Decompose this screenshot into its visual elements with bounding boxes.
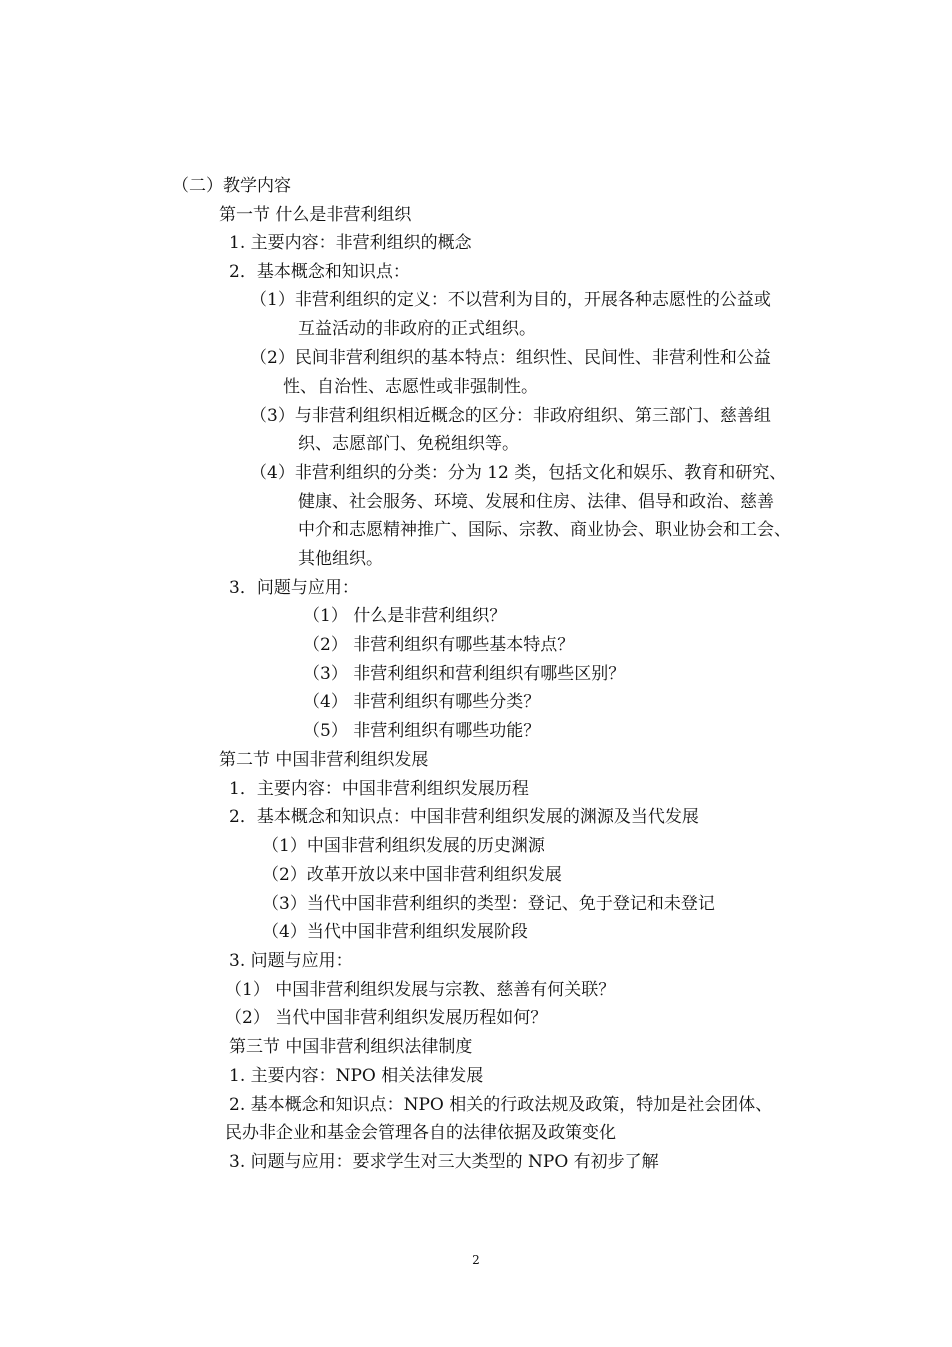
section2-concept-4: （4）当代中国非营利组织发展阶段 <box>262 922 528 942</box>
section2-question-1: （1） 中国非营利组织发展与宗教、慈善有何关联？ <box>225 980 616 1000</box>
section2-main-content: 1．主要内容：中国非营利组织发展历程 <box>229 779 529 799</box>
section1-concept-2-line1: （2）民间非营利组织的基本特点：组织性、民间性、非营利性和公益 <box>250 348 771 368</box>
section1-question-4: （4） 非营利组织有哪些分类？ <box>303 692 541 712</box>
section1-question-3: （3） 非营利组织和营利组织有哪些区别？ <box>303 664 626 684</box>
section2-title: 第二节 中国非营利组织发展 <box>219 750 429 770</box>
section2-concept-3: （3）当代中国非营利组织的类型：登记、免于登记和未登记 <box>262 894 715 914</box>
section1-question-5: （5） 非营利组织有哪些功能？ <box>303 721 541 741</box>
section3-main-content: 1. 主要内容：NPO 相关法律发展 <box>229 1066 484 1086</box>
section1-concept-1-line2: 互益活动的非政府的正式组织。 <box>298 319 536 339</box>
section1-question-2: （2） 非营利组织有哪些基本特点？ <box>303 635 575 655</box>
section2-questions-heading: 3. 问题与应用： <box>229 951 353 971</box>
section1-question-1: （1） 什么是非营利组织？ <box>303 606 507 626</box>
section1-concept-3-line1: （3）与非营利组织相近概念的区分：非政府组织、第三部门、慈善组 <box>250 406 771 426</box>
section2-concept-1: （1）中国非营利组织发展的历史渊源 <box>262 836 545 856</box>
section3-concepts-line2: 民办非企业和基金会管理各自的法律依据及政策变化 <box>225 1123 616 1143</box>
section1-concept-3-line2: 织、志愿部门、免税组织等。 <box>298 434 519 454</box>
section1-concept-4-line2: 健康、社会服务、环境、发展和住房、法律、倡导和政治、慈善 <box>298 492 774 512</box>
section1-main-content: 1. 主要内容：非营利组织的概念 <box>229 233 472 253</box>
section1-questions-heading: 3．问题与应用： <box>229 578 359 598</box>
section2-question-2: （2） 当代中国非营利组织发展历程如何？ <box>225 1008 548 1028</box>
section3-concepts-line1: 2. 基本概念和知识点：NPO 相关的行政法规及政策，特加是社会团体、 <box>229 1095 773 1115</box>
section1-title: 第一节 什么是非营利组织 <box>219 205 412 225</box>
section1-concept-1-line1: （1）非营利组织的定义：不以营利为目的，开展各种志愿性的公益或 <box>250 290 771 310</box>
section1-concept-4-line3: 中介和志愿精神推广、国际、宗教、商业协会、职业协会和工会、 <box>298 520 791 540</box>
section3-title: 第三节 中国非营利组织法律制度 <box>229 1037 473 1057</box>
page-number: 2 <box>472 1253 480 1267</box>
section1-concept-4-line4: 其他组织。 <box>298 549 383 569</box>
section1-concept-4-line1: （4）非营利组织的分类：分为 12 类，包括文化和娱乐、教育和研究、 <box>250 463 787 483</box>
section2-concepts-heading: 2．基本概念和知识点：中国非营利组织发展的渊源及当代发展 <box>229 807 699 827</box>
section3-questions: 3. 问题与应用：要求学生对三大类型的 NPO 有初步了解 <box>229 1152 659 1172</box>
section-heading: （二）教学内容 <box>172 176 291 196</box>
section2-concept-2: （2）改革开放以来中国非营利组织发展 <box>262 865 562 885</box>
section1-concept-2-line2: 性、自治性、志愿性或非强制性。 <box>283 377 538 397</box>
section1-concepts-heading: 2．基本概念和知识点： <box>229 262 410 282</box>
